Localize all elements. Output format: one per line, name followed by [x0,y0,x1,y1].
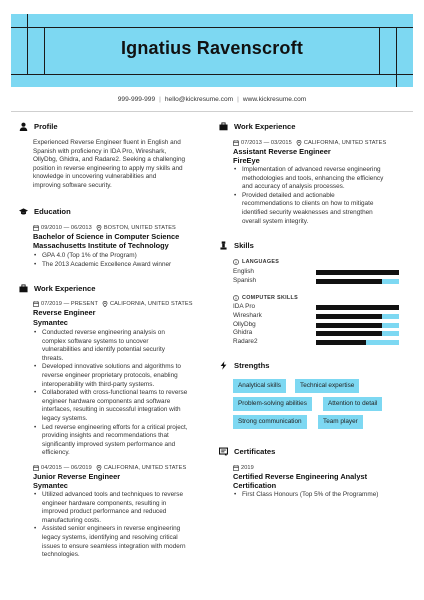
bolt-icon [218,360,228,370]
profile-line: position in reverse engineering to apply my skills and [33,164,183,172]
work-experience-section-heading [18,283,95,293]
skill-level-bar [316,323,399,328]
list-item: • First Class Honours (Top 5% of the Programme) [233,491,413,500]
strength-tag: Problem-solving abilities [233,397,312,411]
job-title: Junior Reverse Engineer [33,472,121,481]
briefcase-icon [218,121,228,131]
certificate-year: 2019 [241,465,254,471]
skill-level-bar [316,279,399,284]
job-date: 04/2015 — 06/2019 [41,465,92,471]
skills-section-heading [218,240,254,250]
certificate-bullets [233,491,413,500]
list-item: • Assisted senior engineers in reverse engineering legacy systems, identifying and resolving critical issues to ensure seamless integration with modern technologies. [33,525,208,559]
location-pin-icon [96,465,102,471]
skill-level-bar [316,305,399,310]
certificates-heading: Certificates [234,446,276,456]
calendar-icon [33,301,39,307]
candidate-name: Ignatius Ravenscroft [120,38,304,58]
profile-line: OllyDbg, Ghidra, and Radare2. Seeking a challenging [33,156,186,164]
skill-level-bar [316,270,399,275]
education-school: Massachusetts Institute of Technology [33,241,169,250]
calendar-icon [233,465,239,471]
person-icon [18,121,28,131]
list-item: • Developed innovative solutions and algorithms to reverse engineer proprietary protocols, enabling interoperability with third-party systems. [33,363,208,389]
education-location: BOSTON, UNITED STATES [103,225,176,231]
calendar-icon [33,465,39,471]
skill-level-bar [316,331,399,336]
job-meta [33,465,186,471]
skill-name: English [233,268,254,275]
skill-level-fill [316,340,366,345]
profile-line: knowledge in uncovering vulnerabilities and [33,173,157,181]
graduation-cap-icon [18,206,28,216]
certificate-meta [233,465,254,471]
list-item: • Collaborated with cross-functional teams to reverse engineer hardware components and software interfaces, resulting in successful integration with legacy systems. [33,389,208,423]
work-experience-heading: Work Experience [34,283,96,293]
location-pin-icon [102,301,108,307]
certificate-title: Certified Reverse Engineering Analyst Certification [233,472,368,490]
job-meta [33,301,193,307]
work-experience-section-heading [218,121,295,131]
skill-name: Ghidra [233,329,253,336]
list-item: • Utilized advanced tools and techniques to reverse engineer hardware components, resulting in improved product performance and reduced manufacturing costs. [33,491,208,525]
skill-level-bar [316,314,399,319]
location-pin-icon [296,140,302,146]
calendar-icon [233,140,239,146]
skill-name: Radare2 [233,338,258,345]
strengths-section-heading [218,360,269,370]
list-item: • The 2013 Academic Excellence Award winner [33,261,203,270]
profile-line: improving software security. [33,181,112,189]
skills-heading: Skills [234,240,254,250]
list-item: • Led reverse engineering efforts for a critical project, providing insights and recommendations that significantly improved system performance and efficiency. [33,424,208,458]
languages-subheading: LANGUAGES [233,259,279,265]
education-date: 09/2010 — 06/2013 [41,225,92,231]
profile-section-heading [18,121,58,131]
education-bullets [33,252,203,269]
certificate-icon [218,446,228,456]
list-item: • Provided detailed and actionable recommendations to clients on how to mitigate identified security weaknesses and strengthen overall system integrity. [233,192,413,226]
contact-separator: | [159,96,161,103]
job-bullets [33,329,208,458]
profile-text [33,139,203,191]
job-location: CALIFORNIA, UNITED STATES [103,465,187,471]
skill-level-fill [316,323,382,328]
location-pin-icon [96,225,102,231]
profile-heading: Profile [34,121,58,131]
header-rule-right-stub [396,75,397,87]
contact-line [0,96,424,103]
info-icon [233,259,239,265]
skill-name: OllyDbg [233,321,256,328]
job-meta [233,140,386,146]
job-location: CALIFORNIA, UNITED STATES [303,140,387,146]
job-title: Assistant Reverse Engineer [233,147,331,156]
header-rule-left-stub [27,14,28,27]
strength-tag: Technical expertise [295,379,359,393]
skill-name: IDA Pro [233,303,256,310]
computer-skills-subheading: COMPUTER SKILLS [233,295,298,301]
briefcase-icon [18,283,28,293]
strength-tag: Attention to detail [323,397,382,411]
skill-name: Spanish [233,277,257,284]
job-date: 07/2019 — PRESENT [41,301,99,307]
skill-level-bar [316,340,399,345]
list-item: • Implementation of advanced reverse engineering methodologies and tools, enhancing the efficiency and accuracy of analysis processes. [233,166,413,192]
contact-divider [11,111,413,112]
website-link[interactable]: www.kickresume.com [242,96,307,103]
header-rule-top [11,27,413,28]
job-company: FireEye [233,156,260,165]
education-heading: Education [34,206,71,216]
contact-separator: | [237,96,239,103]
info-icon [233,295,239,301]
education-section-heading [18,206,71,216]
certificates-section-heading [218,446,275,456]
header-rule-bottom [11,74,413,75]
strength-tag: Strong communication [233,415,307,429]
skill-level-fill [316,279,382,284]
skill-level-fill [316,314,382,319]
job-company: Symantec [33,481,68,490]
profile-line: Spanish with proficiency in IDA Pro, Wireshark, [33,147,167,155]
job-bullets [33,491,208,560]
list-item: • Conducted reverse engineering analysis on complex software systems to uncover vulnerabilities and identify potential security threats. [33,329,208,363]
job-company: Symantec [33,318,68,327]
profile-line: Experienced Reverse Engineer fluent in English and [33,139,181,146]
strength-tag: Team player [318,415,363,429]
job-title: Reverse Engineer [33,308,96,317]
strengths-heading: Strengths [234,360,270,370]
list-item: • GPA 4.0 (Top 1% of the Program) [33,252,203,261]
skill-level-fill [316,305,399,310]
calendar-icon [33,225,39,231]
chess-piece-icon [218,240,228,250]
education-meta [33,225,176,231]
education-degree: Bachelor of Science in Computer Science [33,232,180,241]
skill-level-fill [316,270,399,275]
job-date: 07/2013 — 03/2015 [241,140,292,146]
skill-level-fill [316,331,382,336]
job-bullets [233,166,413,226]
phone: 999-999-999 [117,96,156,103]
work-experience-heading: Work Experience [234,121,296,131]
skill-name: Wireshark [233,312,262,319]
job-location: CALIFORNIA, UNITED STATES [110,301,193,307]
email-link[interactable]: hello@kickresume.com [164,96,234,103]
strength-tag: Analytical skills [233,379,286,393]
